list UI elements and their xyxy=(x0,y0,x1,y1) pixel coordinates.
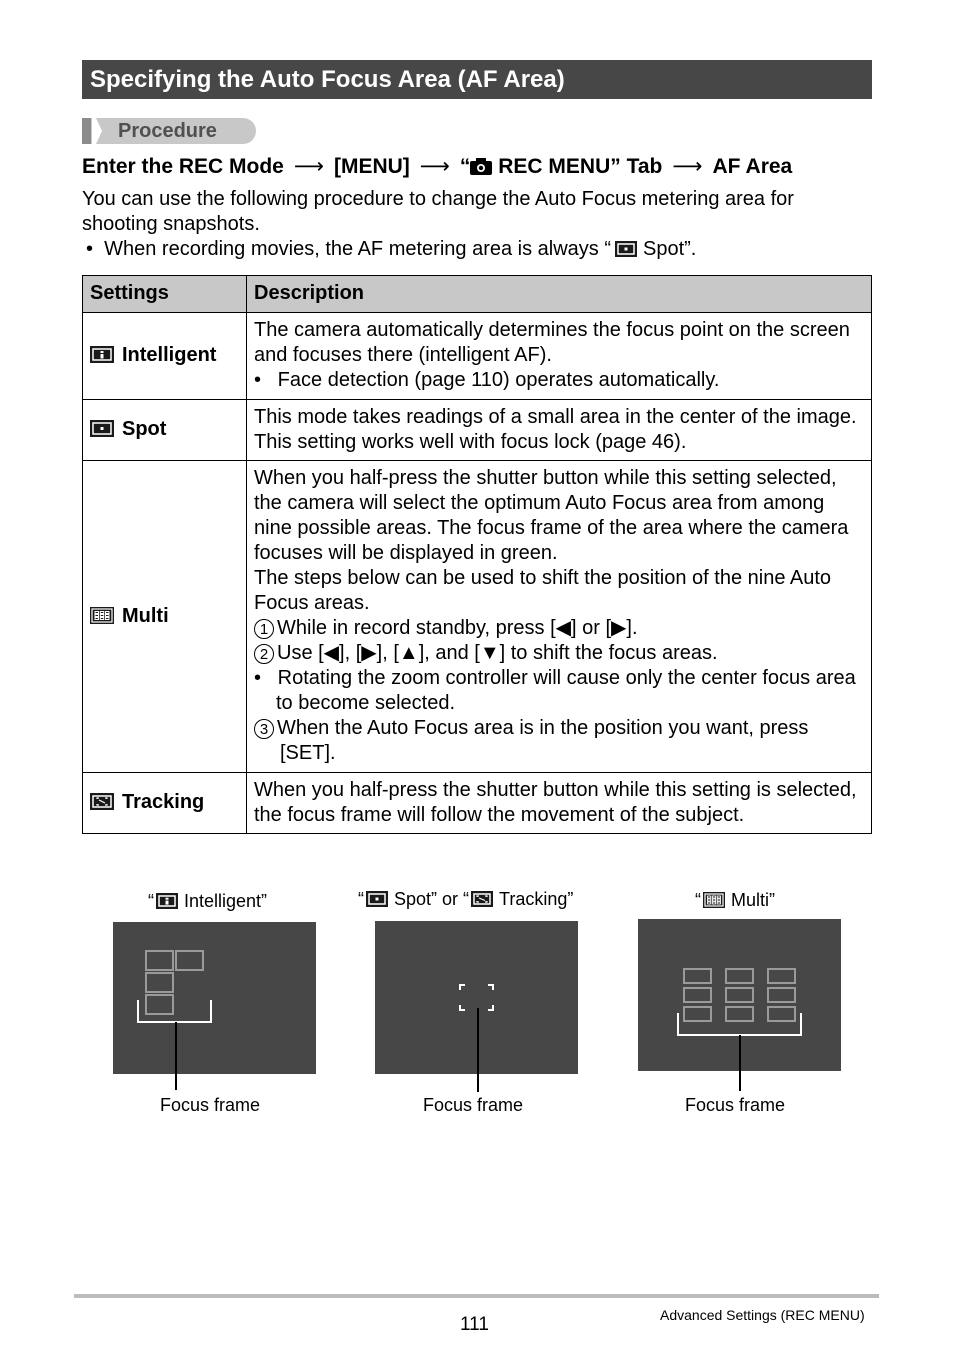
camera-icon xyxy=(470,154,492,171)
step-2 xyxy=(254,641,864,666)
table-header-row xyxy=(83,276,872,313)
procedure-arrow-shape xyxy=(92,118,102,144)
figure-caption-intelligent xyxy=(148,890,267,912)
tracking-af-icon xyxy=(471,891,493,907)
description-text: The camera automatically determines the focus point on the screen and focuses there (intelligent AF). xyxy=(254,319,850,366)
caption-quote: “ xyxy=(148,891,154,911)
intelligent-af-icon xyxy=(90,346,114,363)
focus-frame-label: Focus frame xyxy=(423,1095,524,1115)
multi-af-icon xyxy=(703,892,725,908)
setting-multi xyxy=(83,461,247,773)
menu-path-step-rec-mode: Enter the REC Mode xyxy=(82,155,284,178)
setting-intelligent xyxy=(83,313,247,400)
setting-name: Spot xyxy=(122,418,167,440)
spot-af-icon xyxy=(615,241,637,257)
header-description: Description xyxy=(247,276,872,313)
tracking-af-icon xyxy=(90,793,114,810)
intro-paragraph: You can use the following procedure to change the Auto Focus metering area for shooting snapshots. xyxy=(82,188,794,235)
caption-text: Tracking” xyxy=(499,889,574,909)
caption-text: Intelligent” xyxy=(184,891,268,911)
description-tracking xyxy=(247,773,872,834)
description-multi xyxy=(247,461,872,773)
step-1 xyxy=(254,616,864,641)
section-title: Specifying the Auto Focus Area (AF Area) xyxy=(82,60,872,99)
header-settings: Settings xyxy=(83,276,247,313)
figure-caption-multi xyxy=(695,889,775,911)
step-text: Use [◀], [▶], [▲], and [▼] to shift the focus areas. xyxy=(277,642,718,664)
procedure-tab xyxy=(82,118,256,144)
arrow-right-icon: ⟶ xyxy=(419,155,450,178)
leader-line xyxy=(175,1022,177,1090)
figure-caption-spot-tracking xyxy=(358,888,573,910)
description-intelligent xyxy=(247,313,872,400)
menu-path-quote: “ xyxy=(459,155,471,178)
procedure-label: Procedure xyxy=(118,120,217,142)
bullet-text: Rotating the zoom controller will cause only the center focus area to become selected. xyxy=(276,667,856,714)
description-text: This mode takes readings of a small area in the center of the image. This setting works well with focus lock (page 46). xyxy=(254,405,857,453)
menu-path-step-menu: [MENU] xyxy=(333,155,410,178)
bullet-text: Face detection (page 110) operates automatically. xyxy=(277,369,720,391)
description-text: When you half-press the shutter button while this setting is selected, the focus frame will follow the movement of the subject. xyxy=(254,778,857,826)
step-3 xyxy=(254,716,864,766)
screen-intelligent xyxy=(113,922,316,1074)
menu-path xyxy=(82,152,792,182)
focus-frame-label: Focus frame xyxy=(160,1095,261,1115)
step-text: When the Auto Focus area is in the position you want, press [SET]. xyxy=(277,717,809,764)
caption-text: Multi” xyxy=(731,890,775,910)
spot-af-icon xyxy=(366,891,388,907)
setting-tracking xyxy=(83,773,247,834)
setting-name: Multi xyxy=(122,604,169,627)
table-row xyxy=(83,400,872,461)
caption-quote: “ xyxy=(358,889,364,909)
setting-name: Tracking xyxy=(122,791,205,813)
menu-path-step-rec-menu-tab: REC MENU” Tab xyxy=(498,155,663,178)
setting-spot xyxy=(83,400,247,461)
settings-table xyxy=(82,275,872,834)
table-row xyxy=(83,773,872,834)
focus-frame-label: Focus frame xyxy=(685,1095,786,1115)
caption-text: Spot” or “ xyxy=(394,889,470,909)
footer-section-title: Advanced Settings (REC MENU) xyxy=(660,1307,865,1323)
procedure-stripe xyxy=(82,118,91,144)
page-number: 111 xyxy=(460,1314,489,1335)
step-number: 3 xyxy=(254,719,274,739)
description-text: The steps below can be used to shift the position of the nine Auto Focus areas. xyxy=(254,567,832,614)
intelligent-af-icon xyxy=(156,893,178,909)
spot-af-icon xyxy=(90,420,114,437)
intro-bullet-text-pre: When recording movies, the AF metering area is always “ xyxy=(104,238,611,260)
intelligent-focus-frames xyxy=(113,922,316,1074)
description-bullet: • Face detection (page 110) operates automatically. xyxy=(254,369,720,391)
description-bullet: • Rotating the zoom controller will cause only the center focus area to become selected. xyxy=(254,667,856,714)
footer-divider xyxy=(74,1294,879,1298)
menu-path-step-af-area: AF Area xyxy=(712,155,793,178)
description-spot xyxy=(247,400,872,461)
table-row xyxy=(83,461,872,773)
setting-name: Intelligent xyxy=(122,344,217,366)
leader-line xyxy=(739,1035,741,1091)
intro-bullet-text-post: Spot”. xyxy=(643,238,697,260)
bullet-dot: • xyxy=(86,238,105,260)
step-text: While in record standby, press [◀] or [▶]. xyxy=(277,617,638,639)
description-text: When you half-press the shutter button while this setting selected, the camera will select the optimum Auto Focus area from among nine possible areas. The focus frame of the area where the camera focuses will be displayed in green. xyxy=(254,467,849,564)
arrow-right-icon: ⟶ xyxy=(672,155,703,178)
intro-bullet xyxy=(86,237,876,262)
caption-quote: “ xyxy=(695,890,701,910)
arrow-right-icon: ⟶ xyxy=(293,155,324,178)
leader-line xyxy=(477,1008,479,1092)
step-number: 1 xyxy=(254,619,274,639)
table-row xyxy=(83,313,872,400)
multi-af-icon xyxy=(90,607,114,624)
step-number: 2 xyxy=(254,644,274,664)
